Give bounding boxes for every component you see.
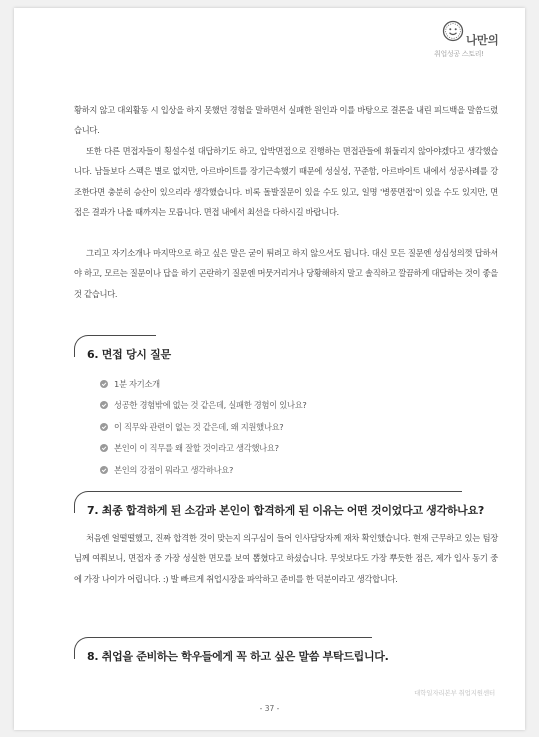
- section-heading: [74, 637, 389, 663]
- list-item: [100, 373, 307, 395]
- check-circle-icon: [100, 401, 108, 409]
- section-heading: [74, 491, 484, 517]
- check-circle-icon: [100, 423, 108, 431]
- brand-header: [414, 18, 519, 68]
- list-item: [100, 438, 307, 460]
- check-circle-icon: [100, 466, 108, 474]
- list-item-text: 본인이 이 직무를 왜 잘할 것이라고 생각했나요?: [114, 443, 279, 454]
- list-item: [100, 459, 307, 481]
- paragraph-text: 황하지 않고 대외활동 시 입상을 하지 못했던 경험을 말하면서 실패한 원인과 이를 바탕으로 결론을 내린 피드백을 말씀드렸습니다.: [74, 105, 498, 136]
- list-item-text: 성공한 경험밖에 없는 것 같은데, 실패한 경험이 있나요?: [114, 400, 307, 411]
- brand-title: 나만의: [466, 33, 499, 47]
- list-item: [100, 395, 307, 417]
- paragraph-block: [74, 141, 498, 223]
- list-item-text: 본인의 강점이 뭐라고 생각하나요?: [114, 464, 234, 475]
- section-heading: [74, 335, 171, 361]
- paragraph-text: 그리고 자기소개나 마지막으로 하고 싶은 말은 굳이 튀려고 하지 않으셔도 됩니다. 대신 모든 질문엔 성심성의껏 답하셔야 하고, 모르는 질문이나 답을 하기 곤란하기 질문엔 머뭇거리거나 당황해하지 말고 솔직하고 깔끔하게 대답하는 것이 좋을 것 같습니다.: [74, 248, 498, 299]
- paragraph-block: [74, 243, 498, 304]
- footer-organization: 대학일자리본부 취업지원센터: [414, 689, 495, 697]
- question-list: [100, 373, 307, 481]
- document-page: [14, 8, 525, 730]
- list-item: [100, 416, 307, 438]
- smiling-face-logo-icon: [442, 20, 464, 42]
- check-circle-icon: [100, 380, 108, 388]
- paragraph-block: [74, 528, 498, 589]
- brand-subtitle: 취업성공 스토리!: [434, 50, 484, 58]
- paragraph-text: 처음엔 얼떨떨했고, 진짜 합격한 것이 맞는지 의구심이 들어 인사담당자께 재차 확인했습니다. 현재 근무하고 있는 팀장님께 여쭤보니, 면접자 중 가장 성실한 면모를 보여 뽑혔다고 하셨습니다. 무엇보다도 가장 뿌듯한 점은, 제가 입사 동기 중에 가장 나이가 어립니다. :) 발 빠르게 취업시장을 파악하고 준비를 한 덕분이라고 생각합니다.: [74, 533, 498, 584]
- list-item-text: 1분 자기소개: [114, 378, 160, 389]
- check-circle-icon: [100, 444, 108, 452]
- section-title: 8. 취업을 준비하는 학우들에게 꼭 하고 싶은 말씀 부탁드립니다.: [87, 650, 389, 663]
- page-number: - 37 -: [259, 704, 280, 713]
- paragraph-text: 또한 다른 면접자들이 횡설수설 대답하기도 하고, 압박면접으로 진행하는 면접관들에 휘둘리지 않아야겠다고 생각했습니다. 남들보다 스펙은 별로 없지만, 아르바이트를 장기근속했기 때문에 성실성, 꾸준함, 아르바이트 내에서 성공사례를 강조한다면 충분히 승산이 있으리라 생각했습니다. 비록 돌발질문이 있을 수도 있고, 일명 '병풍면접'이 있을 수도 있지만, 면접은 결과가 나올 때까지는 모릅니다. 면접 내에서 최선을 다하시길 바랍니다.: [74, 146, 498, 218]
- list-item-text: 이 직무와 관련이 없는 것 같은데, 왜 지원했나요?: [114, 421, 284, 432]
- section-title: 7. 최종 합격하게 된 소감과 본인이 합격하게 된 이유는 어떤 것이었다고 생각하나요?: [87, 504, 484, 517]
- section-title: 6. 면접 당시 질문: [87, 348, 171, 361]
